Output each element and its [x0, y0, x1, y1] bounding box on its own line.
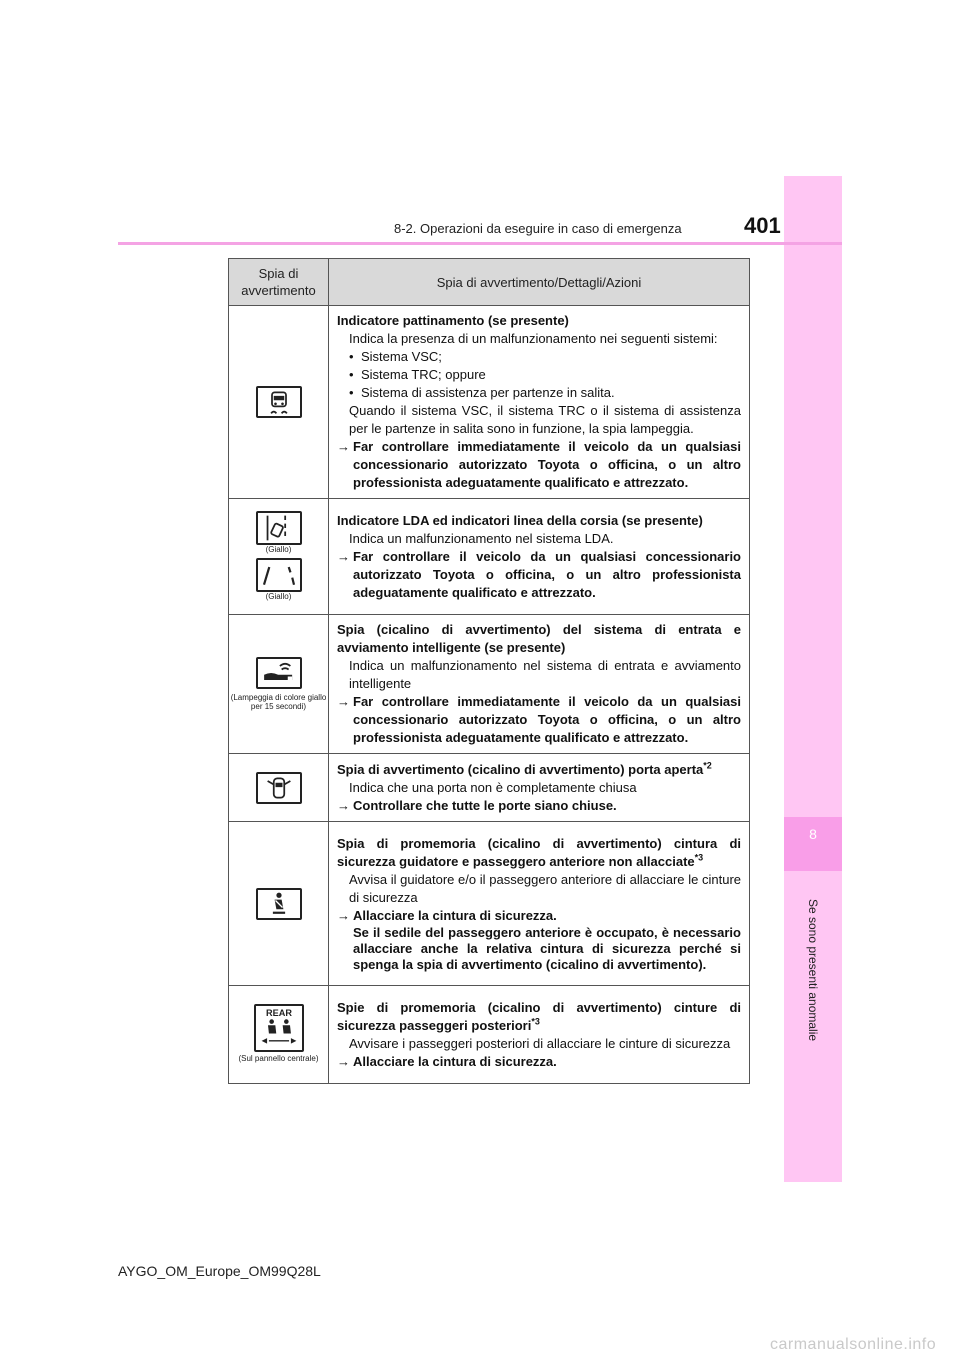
icon-cell [229, 306, 329, 499]
warning-action: → Far controllare immediatamente il veicolo da un qualsiasi concessionario autorizzato Toyota o officina, o un altro professionista adeguatamente qualificato e attrezzato. [337, 439, 741, 490]
smart-entry-warning-icon [256, 657, 302, 689]
arrow-icon: → [337, 439, 350, 454]
chapter-label: Se sono presenti anomalie [806, 898, 820, 1042]
footnote-marker: *3 [531, 1016, 540, 1027]
table-row [229, 615, 750, 754]
icon-caption: (Giallo) [265, 591, 292, 601]
icon-caption: (Lampeggia di colore giallo per 15 secondi) [230, 693, 327, 711]
warning-action: → Far controllare il veicolo da un qualsiasi concessionario autorizzato Toyota o officina, o un altro professionista adeguatamente qualificato e attrezzato. [337, 548, 741, 600]
lda-indicator-icon [256, 511, 302, 545]
icon-cell [229, 499, 329, 615]
header-rule [118, 242, 842, 245]
warning-lights-table [228, 258, 750, 1084]
watermark: carmanualsonline.info [770, 1336, 937, 1353]
details-cell [329, 499, 750, 615]
section-title: 8-2. Operazioni da eseguire in caso di emergenza [394, 221, 682, 236]
page-number: 401 [744, 213, 781, 238]
warning-title: Indicatore LDA ed indicatori linea della corsia (se presente) [337, 512, 703, 528]
seatbelt-reminder-icon [256, 888, 302, 920]
icon-caption: (Giallo) [265, 544, 292, 554]
table-header-row [229, 259, 750, 306]
warning-description: Indica un malfunzionamento nel sistema di entrata e avviamento intelligente [349, 658, 741, 691]
table-row [229, 986, 750, 1084]
footnote-marker: *2 [703, 760, 712, 771]
warning-action: → Allacciare la cintura di sicurezza. [337, 1053, 557, 1069]
list-item: • Sistema TRC; oppure [349, 367, 486, 382]
details-cell [329, 754, 750, 822]
details-cell [329, 615, 750, 754]
arrow-icon: → [337, 907, 350, 923]
warning-description: Avvisare i passeggeri posteriori di allacciare le cinture di sicurezza [349, 1035, 731, 1051]
header-details: Spia di avvertimento/Dettagli/Azioni [329, 259, 750, 306]
list-item: • Sistema VSC; [349, 349, 442, 364]
warning-title: Spia (cicalino di avvertimento) del sistema di entrata e avviamento intelligente (se presente) [337, 622, 741, 655]
warning-description: Avvisa il guidatore e/o il passeggero anteriore di allacciare le cinture di sicurezza [349, 871, 741, 905]
icon-cell [229, 615, 329, 754]
icon-cell [229, 754, 329, 822]
rear-seatbelt-reminder-icon [254, 1004, 304, 1052]
icon-cell [229, 822, 329, 986]
warning-action: → Allacciare la cintura di sicurezza. [337, 907, 557, 923]
warning-description: Indica un malfunzionamento nel sistema LDA. [349, 530, 614, 546]
door-open-icon [256, 772, 302, 804]
warning-description: Indica che una porta non è completamente chiusa [349, 779, 637, 795]
icon-caption: (Sul pannello centrale) [238, 1054, 319, 1063]
warning-action: → Controllare che tutte le porte siano chiuse. [337, 797, 617, 813]
warning-description: Indica la presenza di un malfunzionamento nei seguenti sistemi: [349, 331, 718, 346]
header-warning-light: Spia di avvertimento [229, 259, 329, 306]
warning-description: Quando il sistema VSC, il sistema TRC o il sistema di assistenza per le partenze in salita sono in funzione, la spia lampeggia. [349, 403, 741, 436]
document-id: AYGO_OM_Europe_OM99Q28L [118, 1263, 321, 1279]
warning-title: Spia di avvertimento (cicalino di avvertimento) porta aperta$^{*2}$ [337, 760, 712, 777]
chapter-number: 8 [809, 826, 817, 842]
table-row [229, 822, 750, 986]
arrow-icon: → [337, 797, 350, 813]
details-cell [329, 306, 750, 499]
arrow-icon: → [337, 1053, 350, 1069]
icon-cell [229, 986, 329, 1084]
details-cell [329, 822, 750, 986]
slip-indicator-icon [256, 386, 302, 418]
warning-title: Indicatore pattinamento (se presente) [337, 313, 569, 328]
table-row [229, 306, 750, 499]
footnote-marker: *3 [694, 852, 704, 863]
table-row [229, 499, 750, 615]
warning-action: → Far controllare immediatamente il veicolo da un qualsiasi concessionario autorizzato Toyota o officina, o un altro professionista adeguatamente qualificato e attrezzato. [337, 694, 741, 745]
warning-action-detail: Se il sedile del passeggero anteriore è occupato, è necessario allacciare anche la relativa cintura di sicurezza perché si spenga la spia di avvertimento (cicalino di avvertimento). [353, 924, 741, 972]
rear-label: REAR [265, 1008, 292, 1019]
details-cell [329, 986, 750, 1084]
table-row [229, 754, 750, 822]
list-item: • Sistema di assistenza per partenze in salita. [349, 385, 615, 400]
arrow-icon: → [337, 548, 350, 564]
warning-title: Spia di promemoria (cicalino di avvertimento) cintura di sicurezza guidatore e passeggero anteriore non allacciate$^{*3}$ [337, 835, 741, 869]
warning-title: Spie di promemoria (cicalino di avvertimento) cinture di sicurezza passeggeri posteriori$^{*3}$ [337, 999, 741, 1033]
arrow-icon: → [337, 694, 350, 709]
lane-lines-icon [256, 558, 302, 592]
